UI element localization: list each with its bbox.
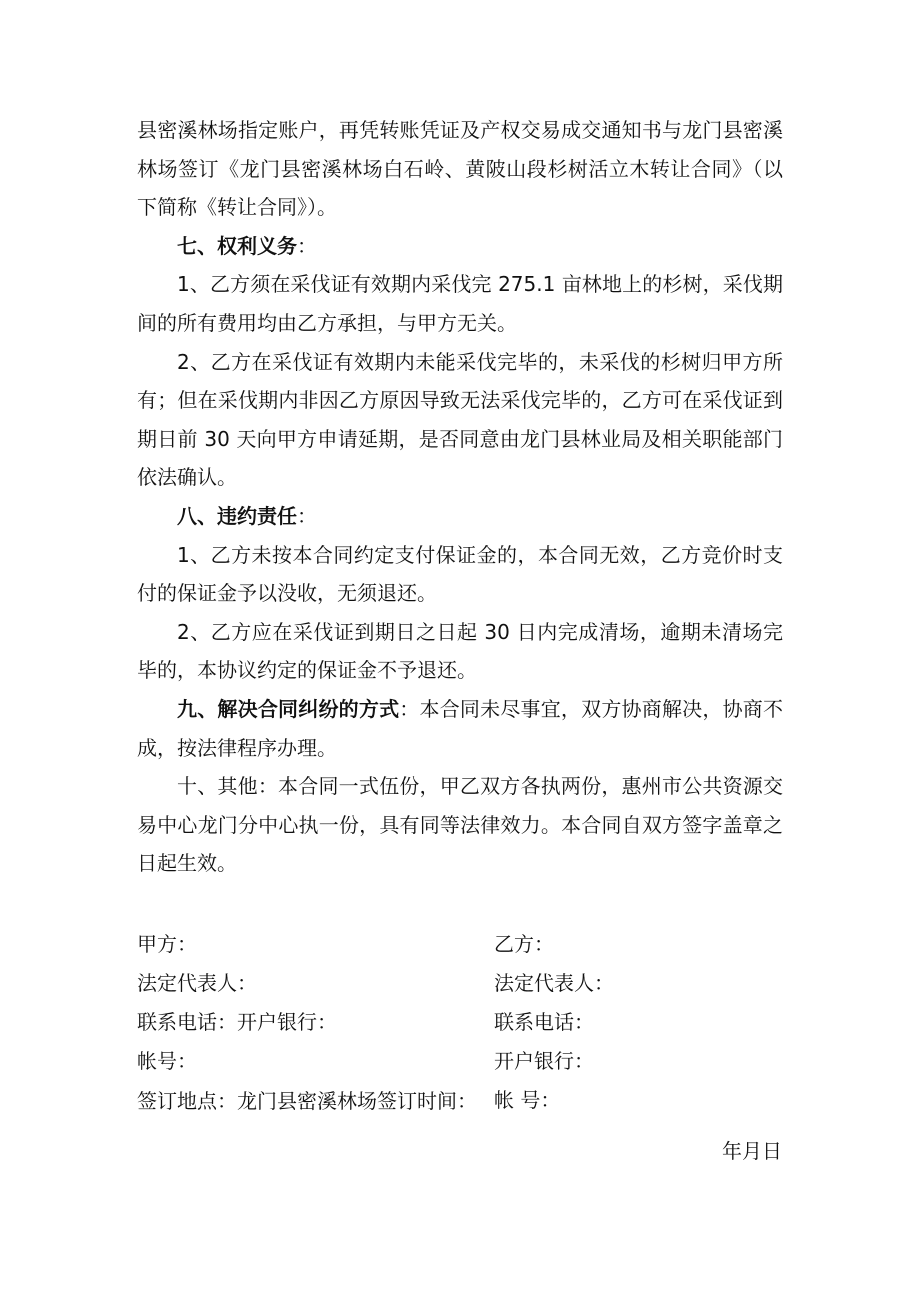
party-b-label: 乙方： [494,932,554,956]
party-b-signature-block [494,925,614,1120]
section-9-paragraph [137,690,783,767]
section-9-title: 九、解决合同纠纷的方式 [177,696,400,721]
section-7-title: 七、权利义务 [177,233,297,258]
party-b-legal-rep: 法定代表人： [494,971,614,995]
party-a-account: 帐号： [137,1049,197,1073]
section-8-colon: ： [297,503,317,528]
party-b-bank: 开户银行： [494,1049,594,1073]
party-a-label: 甲方： [137,932,197,956]
section-8-title: 八、违约责任 [177,503,297,528]
section-7-heading [137,227,783,266]
signing-date: 年月日 [722,1139,782,1163]
contract-body [137,111,783,883]
section-8-item-2: 2、乙方应在采伐证到期日之日起 30 日内完成清场，逾期未清场完毕的，本协议约定的保证金不予退还。 [137,619,783,683]
section-8-heading [137,497,783,536]
party-b-phone: 联系电话： [494,1010,594,1034]
section-7-item-2: 2、乙方在采伐证有效期内未能采伐完毕的，未采伐的杉树归甲方所有；但在采伐期内非因乙方原因导致无法采伐完毕的，乙方可在采伐证到期日前 30 天向甲方申请延期，是否同意由龙门县林业局及相关职能部门依法确认。 [137,349,783,490]
signing-place-time: 签订地点：龙门县密溪林场签订时间： [137,1089,477,1113]
continuation-paragraph: 县密溪林场指定账户，再凭转账凭证及产权交易成交通知书与龙门县密溪林场签订《龙门县密溪林场白石岭、黄陂山段杉树活立木转让合同》（以下简称《转让合同》）。 [137,118,783,220]
party-b-account: 帐 号： [494,1088,561,1112]
party-a-legal-rep: 法定代表人： [137,971,257,995]
section-10-paragraph: 十、其他：本合同一式伍份，甲乙双方各执两份，惠州市公共资源交易中心龙门分中心执一份，具有同等法律效力。本合同自双方签字盖章之日起生效。 [137,774,783,876]
party-a-phone-bank: 联系电话：开户银行： [137,1010,337,1034]
party-a-signature-block [137,925,477,1121]
section-7-item-1: 1、乙方须在采伐证有效期内采伐完 275.1 亩林地上的杉树，采伐期间的所有费用均由乙方承担，与甲方无关。 [137,272,783,335]
section-7-colon: ： [297,233,317,258]
section-9-text: ：本合同未尽事宜，双方协商解决，协商不成，按法律程序办理。 [137,696,784,760]
section-8-item-1: 1、乙方未按本合同约定支付保证金的，本合同无效，乙方竞价时支付的保证金予以没收，无须退还。 [137,542,783,606]
